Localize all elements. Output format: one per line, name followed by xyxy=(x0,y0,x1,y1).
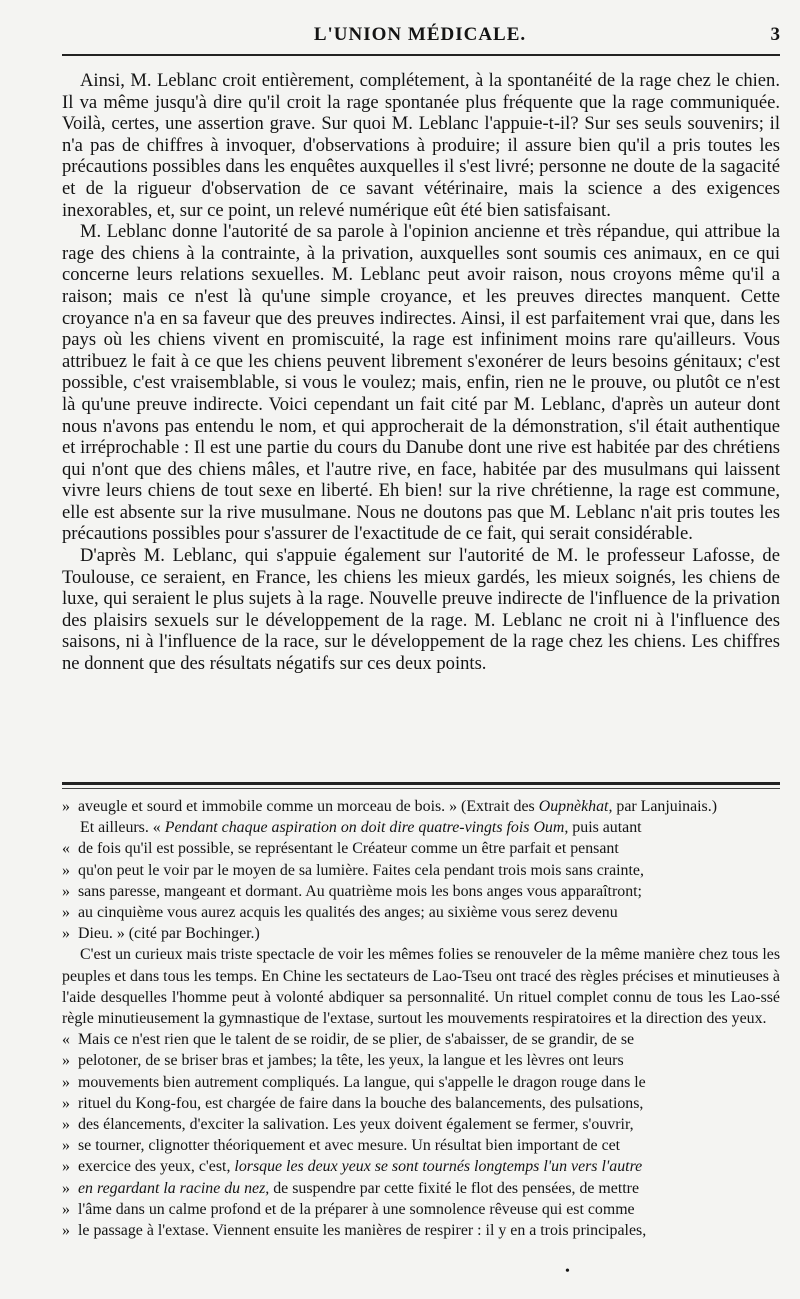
quoted-italic: en regardant la racine du nez, xyxy=(78,1179,270,1197)
page-title: L'UNION MÉDICALE. xyxy=(313,24,527,45)
footnote-line xyxy=(62,902,780,923)
quote-mark: » xyxy=(62,1116,70,1134)
footnote-paragraph xyxy=(62,817,780,838)
footnote-text: au cinquième vous aurez acquis les qualités des anges; au sixième vous serez devenu xyxy=(78,904,618,922)
quote-mark: » xyxy=(62,925,70,943)
footnote-line xyxy=(62,1029,780,1050)
print-dot: • xyxy=(565,1264,570,1279)
quote-mark: « xyxy=(62,1031,70,1049)
footnote-line xyxy=(62,838,780,859)
page-number: 3 xyxy=(770,24,780,45)
quote-mark: » xyxy=(62,1158,70,1176)
quote-mark: » xyxy=(62,1222,70,1240)
quoted-italic: Pendant chaque aspiration on doit dire quatre-vingts fois Oum, xyxy=(164,819,569,837)
paragraph-1: Ainsi, M. Leblanc croit entièrement, complétement, à la spontanéité de la rage chez le chien. Il va même jusqu'à dire qu'il croit la rage spontanée plus fréquente que la rage communiquée. Voilà, certes, une assertion grave. Sur quoi M. Leblanc l'appuie-t-il? Sur ses seuls souvenirs; il n'a pas de chiffres à invoquer, d'observations à produire; il assure bien qu'il a pris toutes les précautions possibles dans les enquêtes auxquelles il s'est livré; personne ne doute de la sagacité et de la rigueur d'observation de ce savant vétérinaire, mais la science a des exigences inexorables, et, sur ce point, un relevé numérique eût été bien satisfaisant. xyxy=(62,70,780,221)
footnote-line xyxy=(62,923,780,944)
footnote-text: exercice des yeux, c'est, xyxy=(78,1158,231,1176)
footnote-line xyxy=(62,796,780,817)
footnote-text: le passage à l'extase. Viennent ensuite les manières de respirer : il y en a trois principales, xyxy=(78,1222,647,1240)
footnote-separator xyxy=(62,782,780,785)
footnote-paragraph: C'est un curieux mais triste spectacle de voir les mêmes folies se renouveler de la même manière chez tous les peuples et dans tous les temps. En Chine les sectateurs de Lao-Tseu ont tracé des règles précises et minutieuses à l'aide desquelles l'homme peut à volonté abdiquer sa personnalité. Un rituel complet connu de tous les Lao-ssé règle minutieusement la gymnastique de l'extase, surtout les mouvements respiratoires et la direction des yeux. xyxy=(62,946,780,1028)
main-text xyxy=(62,70,780,675)
quote-mark: » xyxy=(62,1052,70,1070)
footnote-text: aveugle et sourd et immobile comme un morceau de bois. » (Extrait des xyxy=(78,798,535,815)
quote-mark: » xyxy=(62,1200,70,1218)
footnote-text: rituel du Kong-fou, est chargée de faire dans la bouche des balancements, des pulsations, xyxy=(78,1094,644,1112)
footnote-text: des élancements, d'exciter la salivation. Les yeux doivent également se fermer, s'ouvrir, xyxy=(78,1116,634,1134)
quote-mark: » xyxy=(62,904,70,922)
footnote-text: par Lanjuinais.) xyxy=(616,798,718,815)
footnote-text: Et ailleurs. « xyxy=(80,819,161,837)
footnote-text: qu'on peut le voir par le moyen de sa lumière. Faites cela pendant trois mois sans crainte, xyxy=(78,861,644,879)
header-rule xyxy=(62,54,780,56)
footnote-text: Dieu. » (cité par Bochinger.) xyxy=(78,925,260,943)
footnote-text: puis autant xyxy=(572,819,642,837)
footnote-text: se tourner, clignotter théoriquement et avec mesure. Un résultat bien important de cet xyxy=(78,1137,621,1155)
quote-mark: « xyxy=(62,840,70,858)
footnote-text: Mais ce n'est rien que le talent de se roidir, de se plier, de s'abaisser, de se grandir, de se xyxy=(78,1031,635,1049)
quoted-italic: lorsque les deux yeux se sont tournés longtemps l'un vers l'autre xyxy=(234,1158,643,1176)
book-title: Oupnèkhat, xyxy=(538,798,613,815)
quote-mark: » xyxy=(62,861,70,879)
footnote-text: l'âme dans un calme profond et de la préparer à une somnolence rêveuse qui est comme xyxy=(78,1200,635,1218)
footnote-line xyxy=(62,1199,780,1220)
footnote-text: mouvements bien autrement compliqués. La langue, qui s'appelle le dragon rouge dans le xyxy=(78,1073,646,1091)
footnote-line xyxy=(62,1050,780,1071)
footnote-separator-thin xyxy=(62,788,780,789)
footnote-text: pelotoner, de se briser bras et jambes; la tête, les yeux, la langue et les lèvres ont leurs xyxy=(78,1052,624,1070)
paragraph-3: D'après M. Leblanc, qui s'appuie également sur l'autorité de M. le professeur Lafosse, de Toulouse, ce seraient, en France, les chiens les mieux gardés, les mieux soignés, les chiens de luxe, qui seraient le plus sujets à la rage. Nouvelle preuve indirecte de l'influence de la privation des plaisirs sexuels sur le développement de la rage. M. Leblanc ne croit ni à l'influence des saisons, ni à l'influence de la race, sur le développement de la rage chez les chiens. Les chiffres ne donnent que des résultats négatifs sur ces deux points. xyxy=(62,545,780,675)
footnote-line xyxy=(62,1178,780,1199)
footnote-line xyxy=(62,1114,780,1135)
footnote-block xyxy=(62,796,780,1241)
footnote-line xyxy=(62,881,780,902)
quote-mark: » xyxy=(62,1137,70,1155)
quote-mark: » xyxy=(62,1094,70,1112)
footnote-text: de fois qu'il est possible, se représentant le Créateur comme un être parfait et pensant xyxy=(78,840,619,858)
footnote-line xyxy=(62,860,780,881)
paragraph-2: M. Leblanc donne l'autorité de sa parole à l'opinion ancienne et très répandue, qui attribue la rage des chiens à la contrainte, à la privation, auxquelles sont soumis ces animaux, en ce qui concerne leurs relations sexuelles. M. Leblanc peut avoir raison, nous croyons même qu'il a raison; mais ce n'est là qu'une simple croyance, et les preuves directes manquent. Cette croyance n'a en sa faveur que des preuves indirectes. Ainsi, il est parfaitement vrai que, dans les pays où les chiens vivent en promiscuité, la rage est infiniment moins rare qu'ailleurs. Vous attribuez le fait à ce que les chiens peuvent librement s'exonérer de leurs besoins génitaux; c'est possible, c'est vraisemblable, si vous le voulez; mais, enfin, rien ne le prouve, ou plutôt ce n'est là qu'une preuve indirecte. Voici cependant un fait cité par M. Leblanc, d'après un auteur dont nous n'avons pas entendu le nom, et qui approcherait de la démonstration, s'il était authentique et irréprochable : Il est une partie du cours du Danube dont une rive est habitée par des chrétiens qui n'ont que des chiens mâles, et l'autre rive, en face, habitée par des musulmans qui laissent vivre leurs chiens de tout sexe en liberté. Eh bien! sur la rive chrétienne, la rage est commune, elle est absente sur la rive musulmane. Nous ne doutons pas que M. Leblanc n'ait pris toutes les précautions possibles pour s'assurer de l'exactitude de ce fait, qui serait considérable. xyxy=(62,221,780,545)
footnote-line xyxy=(62,1072,780,1093)
footnote-line xyxy=(62,1156,780,1177)
quote-mark: » xyxy=(62,882,70,900)
quote-mark: » xyxy=(62,1073,70,1091)
footnote-text: de suspendre par cette fixité le flot des pensées, de mettre xyxy=(273,1179,640,1197)
running-head xyxy=(60,20,780,50)
quote-mark: » xyxy=(62,1179,70,1197)
footnote-line xyxy=(62,1220,780,1241)
quote-mark: » xyxy=(62,798,70,815)
footnote-line xyxy=(62,1093,780,1114)
footnote-text: sans paresse, mangeant et dormant. Au quatrième mois les bons anges vous apparaîtront; xyxy=(78,882,642,900)
footnote-line xyxy=(62,1135,780,1156)
